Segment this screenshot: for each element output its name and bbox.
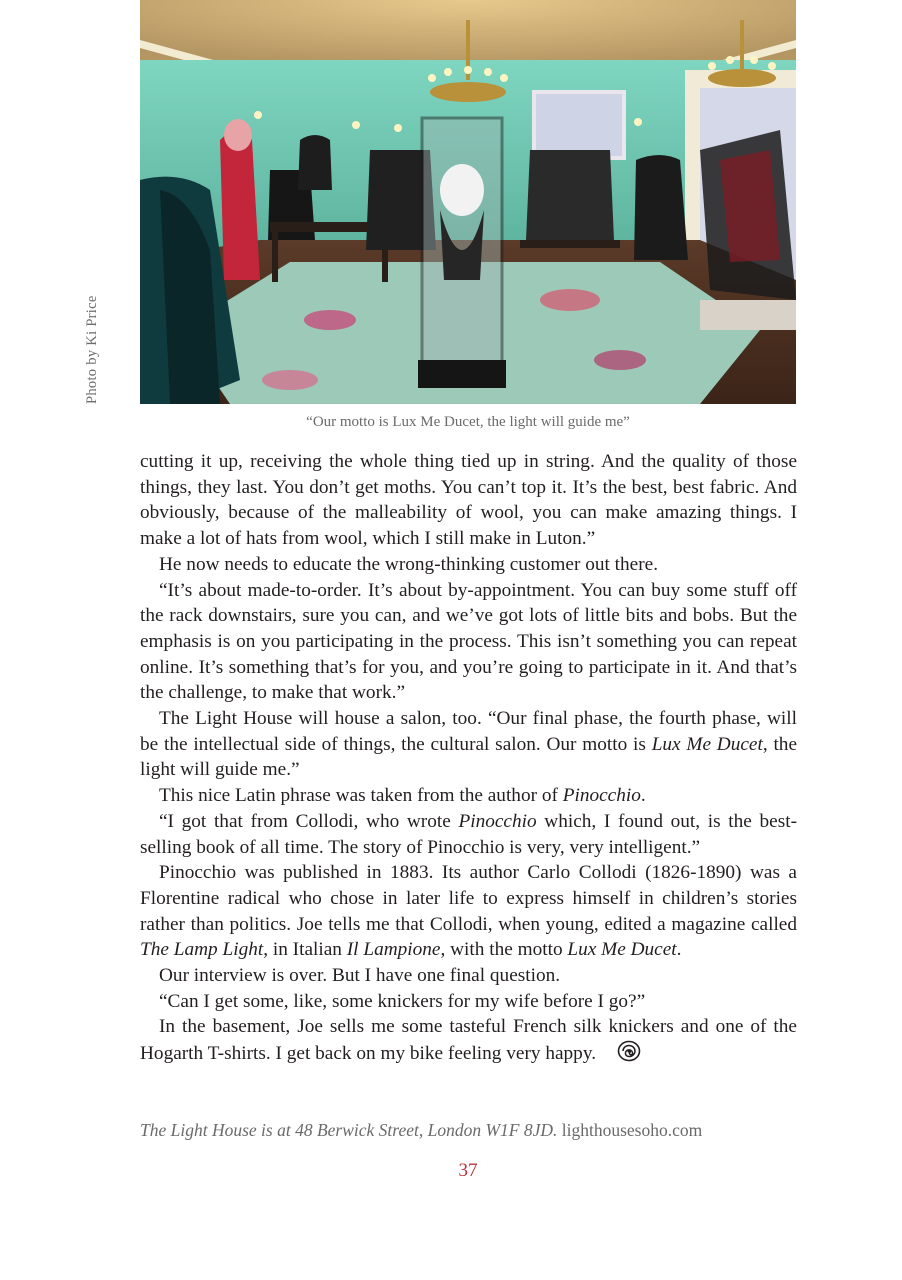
paragraph <box>140 860 797 963</box>
paragraph <box>140 1014 797 1069</box>
italic-title: Il Lampione <box>346 939 441 961</box>
text-run: , in Italian <box>263 939 347 961</box>
venue-address <box>140 1120 800 1141</box>
italic-phrase: Lux Me Ducet <box>651 733 763 755</box>
text-run: . <box>640 785 646 807</box>
article-body <box>140 449 797 1070</box>
text-run: which, I found out, is the best-selling book of all time. The story of Pinocchio is very, very intelligent.” <box>140 810 797 858</box>
text-run: , the light will guide me.” <box>140 733 798 781</box>
text-run: In the basement, Joe sells me some tasteful French silk knickers and one of the Hogarth T-shirts. I get back on my bike feeling very happy. <box>140 1016 797 1065</box>
photo-caption: “Our motto is Lux Me Ducet, the light will guide me” <box>306 414 630 430</box>
website-text: lighthousesoho.com <box>557 1120 703 1140</box>
text-run: This nice Latin phrase was taken from the author of <box>159 785 563 807</box>
paragraph: He now needs to educate the wrong-thinking customer out there. <box>159 553 659 575</box>
text-run: , with the motto <box>440 939 568 961</box>
text-run: Pinocchio was published in 1883. Its author Carlo Collodi (1826-1890) was a Florentine radical who chose in later life to express himself in children’s stories rather than politics. Joe tells me that Collodi, when young, edited a magazine called <box>140 862 797 935</box>
paragraph <box>140 706 797 783</box>
shop-interior-photo <box>140 0 796 404</box>
spiral-end-mark-icon <box>598 1040 641 1070</box>
paragraph: “It’s about made-to-order. It’s about by-appointment. You can buy some stuff off the rack downstairs, sure you can, and we’ve got lots of little bits and bobs. But the emphasis is on you participating in the process. This isn’t something you can repeat online. It’s something that’s for you, and you’re going to participate in it. And that’s the challenge, to make that work.” <box>140 579 797 704</box>
address-text: The Light House is at 48 Berwick Street, London W1F 8JD. <box>140 1120 558 1140</box>
paragraph <box>140 783 797 809</box>
paragraph: Our interview is over. But I have one final question. <box>159 965 561 987</box>
page-number: 37 <box>458 1160 478 1181</box>
text-run: The Light House will house a salon, too. “Our final phase, the fourth phase, will be the intellectual side of things, the cultural salon. Our motto is <box>140 708 797 755</box>
italic-title: The Lamp Light <box>140 939 264 961</box>
italic-phrase: Lux Me Ducet <box>567 939 677 961</box>
paragraph: “Can I get some, like, some knickers for my wife before I go?” <box>159 990 646 1012</box>
text-run: “I got that from Collodi, who wrote <box>159 810 459 832</box>
photo-credit: Photo by Ki Price <box>84 295 100 404</box>
paragraph: cutting it up, receiving the whole thing tied up in string. And the quality of those things, they last. You don’t get moths. You can’t top it. It’s the best, best fabric. And obviously, because of the malleability of wool, you can make amazing things. I make a lot of hats from wool, which I still make in Luton.” <box>140 451 797 550</box>
italic-title: Pinocchio <box>458 810 537 832</box>
paragraph <box>140 809 797 860</box>
italic-title: Pinocchio <box>562 785 641 807</box>
text-run: . <box>676 939 682 961</box>
